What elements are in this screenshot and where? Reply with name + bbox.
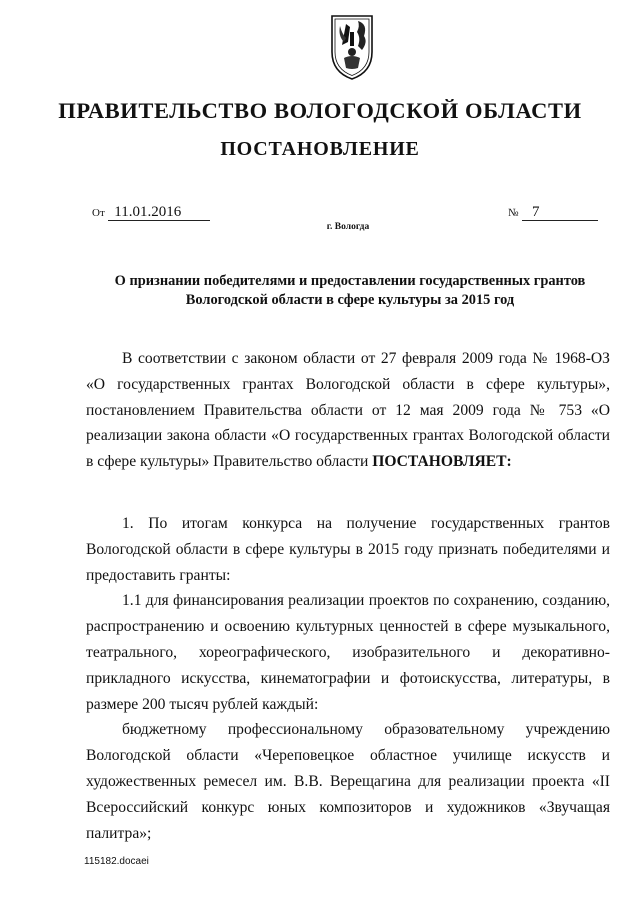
number-label: № <box>508 207 519 219</box>
organization-name: ПРАВИТЕЛЬСТВО ВОЛОГОДСКОЙ ОБЛАСТИ <box>58 98 582 123</box>
subject-line-2: Вологодской области в сфере культуры за 2015 год <box>185 292 515 308</box>
city-label: г. Вологда <box>326 222 370 232</box>
subject-line-1: О признании победителями и предоставлении государственных грантов <box>114 273 586 289</box>
date-value: 11.01.2016 <box>108 204 210 221</box>
items-block <box>86 511 610 846</box>
document-type: ПОСТАНОВЛЕНИЕ <box>220 138 420 160</box>
date-field <box>92 204 210 221</box>
document-subject <box>80 272 620 310</box>
number-field <box>508 204 598 221</box>
preamble-text: В соответствии с законом области от 27 февраля 2009 года № 1968-ОЗ «О государственных грантах Вологодской области в сфере культуры», постановлением Правительства области от 12 мая 2009 года № 753 «О реализации закона области «О государственных грантах Вологодской области в сфере культуры» Правительство области <box>86 350 610 471</box>
preamble-block <box>86 346 610 475</box>
file-reference: 115182.docaei <box>84 856 149 867</box>
preamble-bold: ПОСТАНОВЛЯЕТ: <box>372 453 512 471</box>
item-1: 1. По итогам конкурса на получение государственных грантов Вологодской области в сфере культуры в 2015 году признать победителями и предоставить гранты: <box>86 515 610 584</box>
preamble-paragraph <box>86 346 610 475</box>
item-1-1: 1.1 для финансирования реализации проектов по сохранению, созданию, распространению и освоению культурных ценностей в сфере музыкального, театрального, хореографического, изобразительного и декоративно-прикладного искусства, кинематографии и фотоискусства, литературы, в размере 200 тысяч рублей каждый: <box>86 592 610 713</box>
coat-of-arms-icon <box>328 12 376 82</box>
recipient-paragraph: бюджетному профессиональному образовательному учреждению Вологодской области «Череповецкое областное училище искусств и художественных ремесел им. В.В. Верещагина для реализации проекта «II Всероссийский конкурс юных композиторов и художников «Звучащая палитра»; <box>86 721 610 842</box>
date-label: От <box>92 207 105 219</box>
number-value: 7 <box>522 204 598 221</box>
